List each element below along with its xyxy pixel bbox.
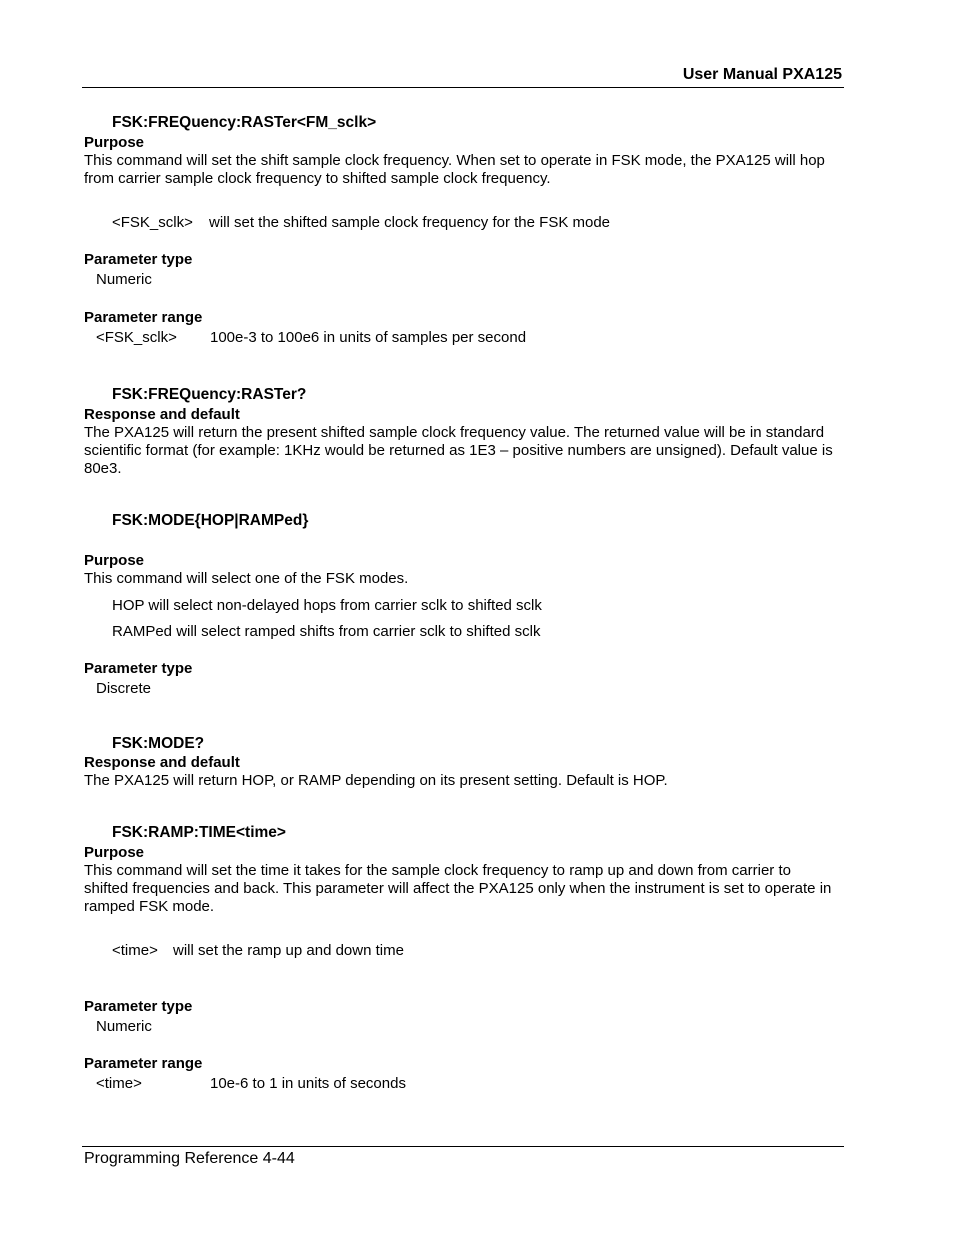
purpose-label: Purpose <box>84 134 145 151</box>
parameter-type-value: Numeric <box>96 271 152 288</box>
command-fsk-frequency-raster-query: FSK:FREQuency:RASTer? <box>112 386 307 403</box>
range-param-name: <time> <box>96 1075 142 1092</box>
param-description: will set the shifted sample clock frequency for the FSK mode <box>209 214 611 231</box>
param-name: <FSK_sclk> <box>112 214 193 231</box>
purpose-label: Purpose <box>84 552 145 569</box>
response-text: The PXA125 will return HOP, or RAMP depending on its present setting. Default is HOP. <box>84 772 668 789</box>
command-fsk-frequency-raster: FSK:FREQuency:RASTer<FM_sclk> <box>112 114 377 131</box>
range-param-value: 10e-6 to 1 in units of seconds <box>210 1075 406 1092</box>
purpose-text: This command will set the shift sample clock frequency. When set to operate in FSK mode, the PXA125 will hop from carrier sample clock frequency to shifted sample clock frequency. <box>84 152 825 187</box>
footer-divider <box>82 1146 844 1147</box>
parameter-type-value: Discrete <box>96 680 152 697</box>
command-fsk-mode-query: FSK:MODE? <box>112 735 205 752</box>
response-label: Response and default <box>84 406 240 423</box>
parameter-type-value: Numeric <box>96 1018 152 1035</box>
parameter-range-label: Parameter range <box>84 309 203 326</box>
response-label: Response and default <box>84 754 240 771</box>
command-fsk-ramp-time: FSK:RAMP:TIME<time> <box>112 824 286 841</box>
page-header-title: User Manual PXA125 <box>682 66 842 83</box>
purpose-text: This command will set the time it takes for the sample clock frequency to ramp up and down from carrier to shifted frequencies and back. This parameter will affect the PXA125 only when the instrument is set to operate in ramped FSK mode. <box>84 862 832 915</box>
purpose-text: This command will select one of the FSK modes. <box>84 570 409 587</box>
parameter-range-label: Parameter range <box>84 1055 203 1072</box>
page-footer: Programming Reference 4-44 <box>84 1150 295 1167</box>
purpose-label: Purpose <box>84 844 145 861</box>
header-divider <box>82 87 844 88</box>
range-param-value: 100e-3 to 100e6 in units of samples per second <box>210 329 527 346</box>
mode-option-ramped: RAMPed will select ramped shifts from carrier sclk to shifted sclk <box>112 623 541 640</box>
param-name: <time> <box>112 942 158 959</box>
parameter-type-label: Parameter type <box>84 998 193 1015</box>
response-text: The PXA125 will return the present shifted sample clock frequency value. The returned value will be in standard scientific format (for example: 1KHz would be returned as 1E3 – positive numbers are unsigned). Default value is 80e3. <box>84 424 833 477</box>
parameter-type-label: Parameter type <box>84 660 193 677</box>
mode-option-hop: HOP will select non-delayed hops from carrier sclk to shifted sclk <box>112 597 542 614</box>
range-param-name: <FSK_sclk> <box>96 329 177 346</box>
param-description: will set the ramp up and down time <box>173 942 404 959</box>
command-fsk-mode: FSK:MODE{HOP|RAMPed} <box>112 512 309 529</box>
parameter-type-label: Parameter type <box>84 251 193 268</box>
